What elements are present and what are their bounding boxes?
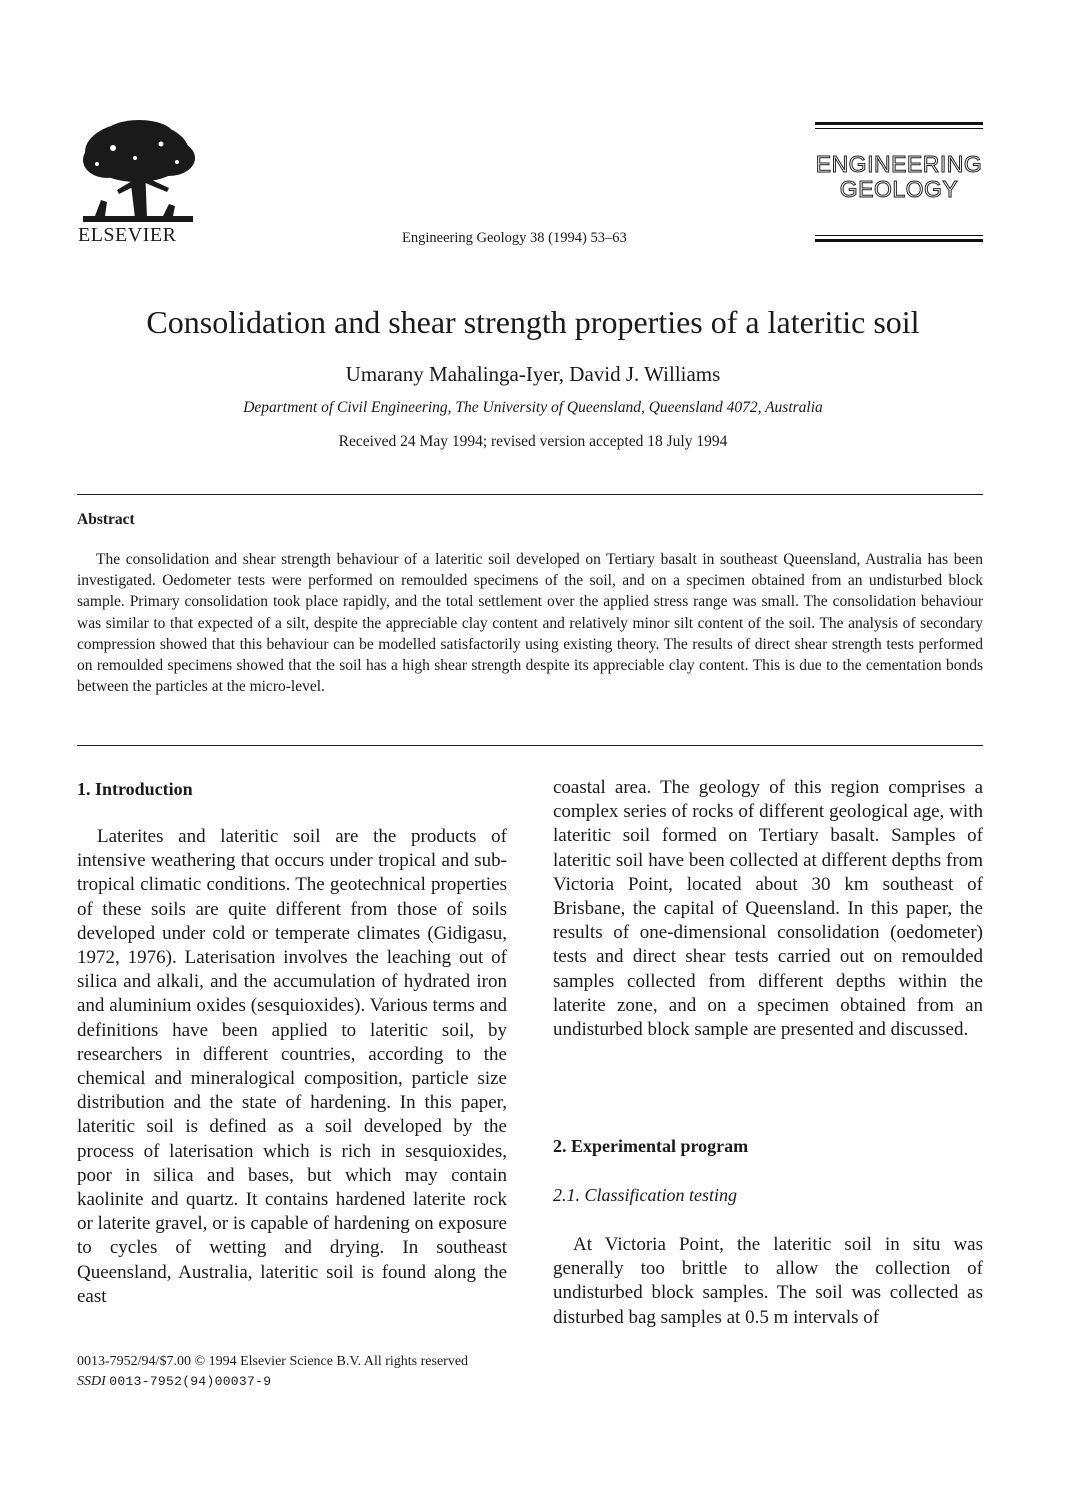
journal-rule — [815, 239, 983, 242]
ssdi-label: SSDI — [77, 1374, 106, 1389]
abstract-text: The consolidation and shear strength behaviour of a lateritic soil developed on Tertiary basalt in southeast Queensland, Australia has been investigated. Oedometer tests were performed on remoulded specimens of the soil, and on a specimen obtained from an undisturbed block sample. Primary consolidation took place rapidly, and the total settlement over the applied stress range was small. The consolidation behaviour was similar to that expected of a silt, despite the appreciable clay content and relatively minor silt content of the soil. The analysis of secondary compression showed that this behaviour can be modelled satisfactorily using existing theory. The results of direct shear strength tests performed on remoulded specimens showed that the soil has a high shear strength despite its appreciable clay content. This is due to the cementation bonds between the particles at the micro-level. — [77, 551, 983, 696]
journal-title — [808, 152, 990, 202]
publisher-name: ELSEVIER — [78, 224, 177, 246]
section-heading-introduction: 1. Introduction — [77, 779, 193, 799]
journal-title-line1: ENGINEERING — [815, 151, 983, 177]
ssdi-value: 0013-7952(94)00037-9 — [109, 1374, 272, 1389]
introduction-paragraph: Laterites and lateritic soil are the products of intensive weathering that occurs under tropical and sub-tropical climatic conditions. The geotechnical properties of these soils are quite different from those of soils developed under cold or temperate climates (Gidigasu, 1972, 1976). Laterisation involves the leaching out of silica and alkali, and the accumulation of hydrated iron and aluminium oxides (sesquioxides). Various terms and definitions have been applied to lateritic soil, by researchers in different countries, according to the chemical and mineralogical composition, particle size distribution and the state of hardening. In this paper, lateritic soil is defined as a soil developed by the process of laterisation which is rich in sesquioxides, poor in silica and bases, but which may contain kaolinite and quartz. It contains hardened laterite rock or laterite gravel, or is capable of hardening on exposure to cycles of wetting and drying. In southeast Queensland, Australia, lateritic soil is found along the east — [77, 826, 507, 1307]
copyright-notice: 0013-7952/94/$7.00 © 1994 Elsevier Science B.V. All rights reserved — [77, 1354, 469, 1369]
section-heading-experimental-program: 2. Experimental program — [553, 1136, 749, 1156]
divider — [77, 494, 983, 495]
authors: Umarany Mahalinga-Iyer, David J. Williams — [345, 362, 721, 386]
article-title: Consolidation and shear strength properties of a lateritic soil — [146, 304, 920, 340]
journal-citation: Engineering Geology 38 (1994) 53–63 — [402, 230, 627, 246]
journal-rule — [815, 128, 983, 129]
elsevier-tree-logo-icon — [77, 118, 197, 226]
abstract-heading: Abstract — [77, 511, 135, 528]
divider — [77, 745, 983, 746]
received-dates: Received 24 May 1994; revised version accepted 18 July 1994 — [338, 433, 728, 450]
journal-rule — [815, 122, 983, 125]
subsection-heading-classification-testing: 2.1. Classification testing — [553, 1185, 738, 1205]
affiliation: Department of Civil Engineering, The University of Queensland, Queensland 4072, Australia — [243, 399, 823, 416]
journal-rule — [815, 235, 983, 236]
introduction-paragraph-continued: coastal area. The geology of this region comprises a complex series of rocks of different geological age, with lateritic soil formed on Tertiary basalt. Samples of lateritic soil have been collected at different depths from Victoria Point, located about 30 km southeast of Brisbane, the capital of Queensland. In this paper, the results of one-dimensional consolidation (oedometer) tests and direct shear tests carried out on remoulded samples collected from different depths within the laterite zone, and on a specimen obtained from an undisturbed block sample are presented and discussed. — [553, 777, 983, 1041]
journal-title-line2: GEOLOGY — [839, 176, 959, 202]
ssdi-line — [77, 1374, 271, 1390]
classification-paragraph: At Victoria Point, the lateritic soil in situ was generally too brittle to allow the collection of undisturbed block samples. The soil was collected as disturbed bag samples at 0.5 m intervals of — [553, 1234, 983, 1328]
